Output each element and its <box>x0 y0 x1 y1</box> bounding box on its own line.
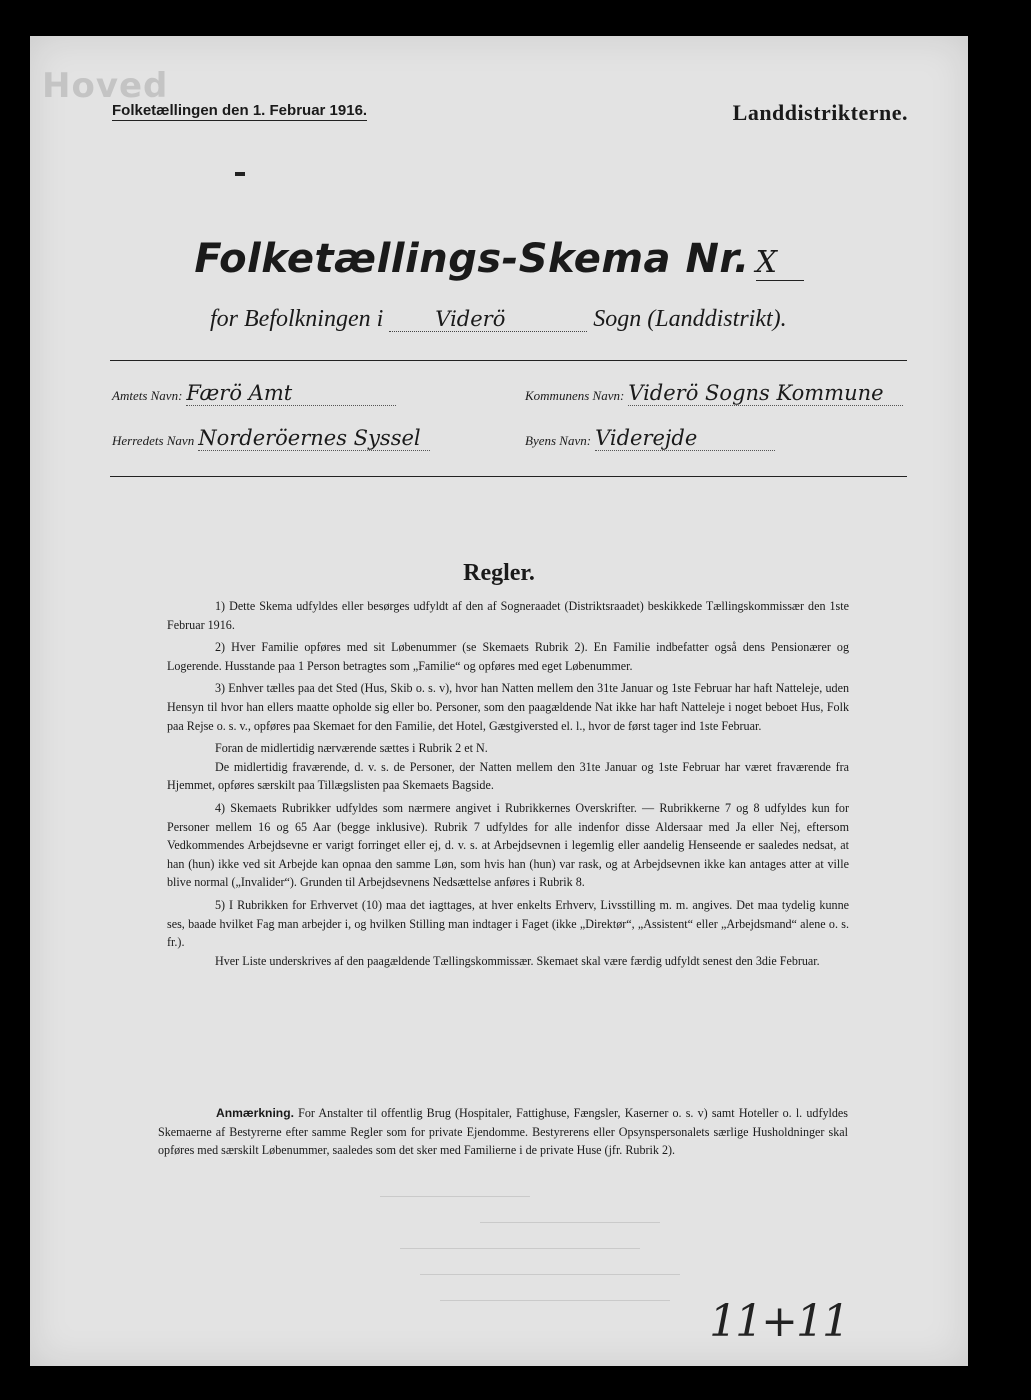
census-form-page <box>30 36 968 1366</box>
remark-section <box>158 1104 848 1160</box>
municipality-value-handwritten: Viderö Sogns Kommune <box>628 381 903 406</box>
subtitle-prefix: for Befolkningen i <box>210 306 384 332</box>
tally-marks-handwritten: 11+11 <box>709 1296 848 1347</box>
form-subtitle <box>210 306 787 333</box>
divider-bottom <box>110 476 907 477</box>
remark-paragraph <box>158 1104 848 1160</box>
faded-stamp-text: Hoved <box>42 66 169 106</box>
subtitle-suffix: Sogn (Landdistrikt). <box>593 306 787 332</box>
district-label: Herredets Navn <box>112 433 195 448</box>
census-date-header: Folketællingen den 1. Februar 1916. <box>112 102 368 119</box>
municipality-field <box>525 381 903 406</box>
rule-paragraph: Hver Liste underskrives af den paagældende Tællingskommissær. Skemaet skal være færdig udfyldt senest den 3die Februar. <box>215 953 820 968</box>
rules-heading: Regler. <box>463 560 535 586</box>
county-value-handwritten: Færö Amt <box>186 381 396 406</box>
rule-paragraph: 4) Skemaets Rubrikker udfyldes som nærmere angivet i Rubrikkernes Overskrifter. — Rubrikkerne 7 og 8 udfyldes kun for Personer mellem 16 og 65 Aar (begge inklusive). Rubrik 7 udfyldes for alle indenfor disse Aldersaar med Ja eller Nej, eftersom Vedkommendes Arbejdsevne er varigt forringet eller ej, d. v. s. at Arbejdsevnen i legemlig eller aandelig Henseende er saaledes nedsat, at han (hun) ikke ved sit Arbejde kan opnaa den samme Løn, som hvis han (hun) var rask, og at Arbejdsevnen ikke kan antages atter at ville blive normal („Invalider“). Grunden til Arbejdsevnens Nedsættelse anføres i Rubrik 8. <box>167 800 849 890</box>
form-title-text: Folketællings-Skema Nr. <box>194 236 750 282</box>
district-value-handwritten: Norderöernes Syssel <box>198 426 430 451</box>
ink-mark <box>235 172 245 176</box>
rule-paragraph: 1) Dette Skema udfyldes eller besørges udfyldt af den af Sogneraadet (Distriktsraadet) beskikkede Tællingskommissær den 1ste Februar 1916. <box>167 599 849 632</box>
rule-paragraph: 3) Enhver tælles paa det Sted (Hus, Skib o. s. v), hvor han Natten mellem den 31te Januar og 1ste Februar har haft Natteleje, uden Hensyn til hvor han ellers maatte opholde sig eller bo. Personer, som den paagældende Nat ikke har haft Natteleje i noget beboet Hus, Folk paa Rejse o. s. v., opføres paa Skemaet for den Familie, det Hotel, Gæstgiversted el. l., hvor de først tager ind 1ste Februar. <box>167 681 849 733</box>
county-field <box>112 381 396 406</box>
form-number-handwritten: X <box>756 245 804 281</box>
divider-top <box>110 360 907 361</box>
rule-paragraph: 2) Hver Familie opføres med sit Løbenummer (se Skemaets Rubrik 2). En Familie indbefatter også dens Pensionærer og Logerende. Husstande paa 1 Person betragtes som „Familie“ og opføres med eget Løbenummer. <box>167 640 849 673</box>
town-label: Byens Navn: <box>525 433 592 448</box>
rule-paragraph: Foran de midlertidig nærværende sættes i Rubrik 2 et N. <box>215 741 488 756</box>
municipality-label: Kommunens Navn: <box>525 388 625 403</box>
remark-label: Anmærkning. <box>216 1106 294 1120</box>
remark-text: For Anstalter til offentlig Brug (Hospitaler, Fattighuse, Fængsler, Kaserner o. s. v) samt Hoteller o. l. udfyldes Skemaerne af Bestyrerne efter samme Regler som for private Ejendomme. Bestyrerens eller Opsynspersonalets særlige Husholdninger skal opføres med særskilt Løbenummer, saaledes som det sker med Familierne i de private Huse (jfr. Rubrik 2). <box>158 1106 848 1158</box>
rules-body <box>167 597 849 974</box>
form-title <box>30 236 968 282</box>
district-type-header: Landdistrikterne. <box>732 100 908 125</box>
county-label: Amtets Navn: <box>112 388 183 403</box>
town-field <box>525 426 775 451</box>
district-field <box>112 426 430 451</box>
rule-paragraph: De midlertidig fraværende, d. v. s. de Personer, der Natten mellem den 31te Januar og 1ste Februar har været fraværende fra Hjemmet, opføres særskilt paa Tillægslisten paa Skemaets Bagside. <box>167 759 849 793</box>
parish-name-handwritten: Viderö <box>389 307 587 332</box>
town-value-handwritten: Viderejde <box>595 426 775 451</box>
rule-paragraph: 5) I Rubrikken for Erhvervet (10) maa det iagttages, at hver enkelts Erhverv, Livsstilling m. m. angives. Det maa tydelig kunne ses, baade hvilket Fag man arbejder i, og hvilken Stilling man indtager i Faget (ikke „Direktør“, „Assistent“ eller „Arbejdsmand“ alene o. s. fr.). <box>167 897 849 950</box>
